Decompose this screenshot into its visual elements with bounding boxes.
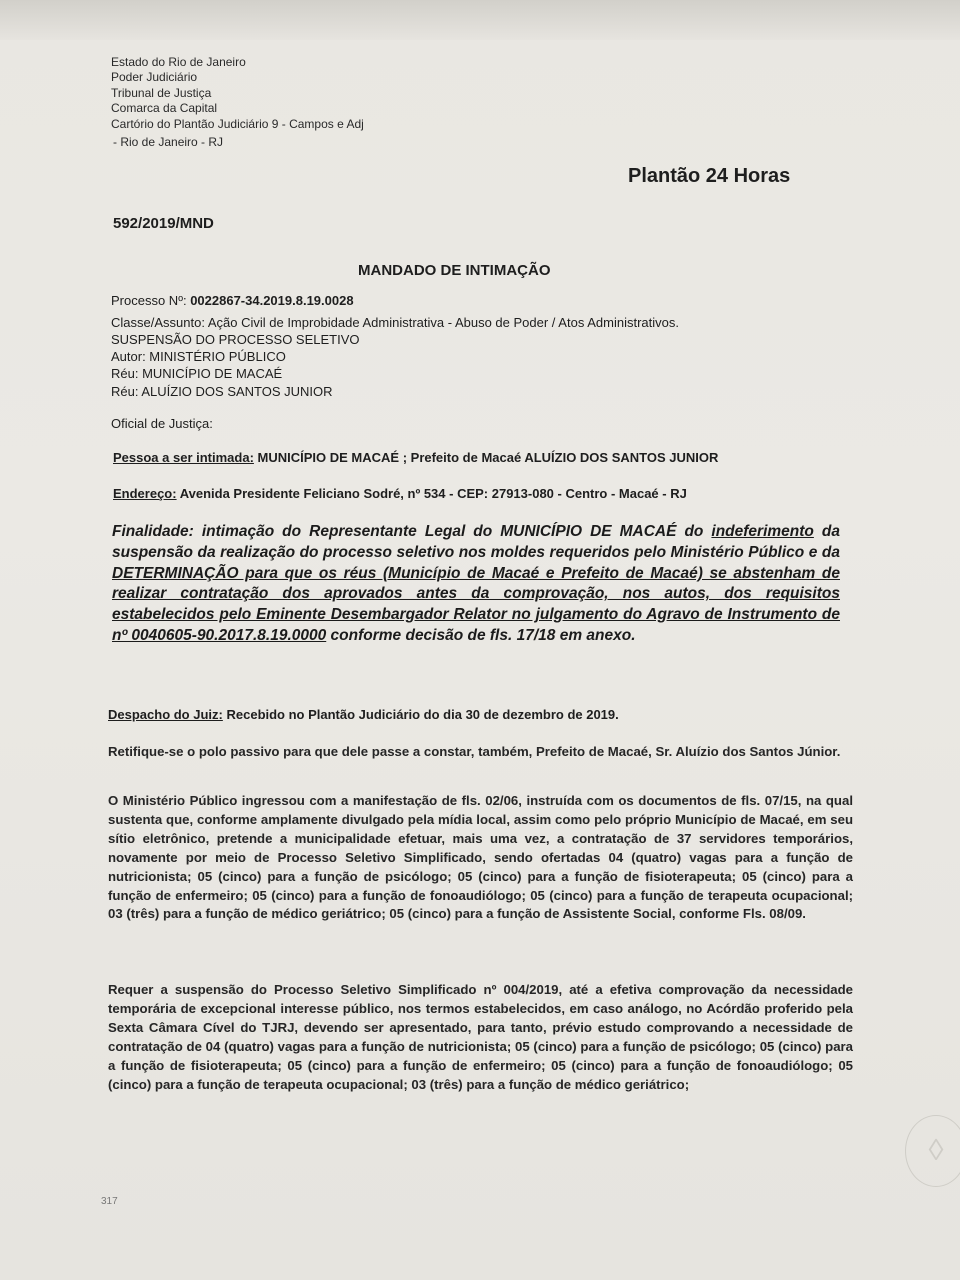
classe-label: Classe/Assunto:	[111, 315, 205, 330]
pessoa-line	[113, 450, 718, 465]
paragraph-ministerio-publico: O Ministério Público ingressou com a manifestação de fls. 02/06, instruída com os documentos de fls. 07/15, na qual sustenta que, conforme amplamente divulgado pela mídia local, assim como pelo próprio Município de Macaé, em seu sítio eletrônico, pretende a municipalidade efetuar, mais uma vez, a contratação de 37 servidores temporários, novamente por meio de Processo Seletivo Simplificado, sendo ofertadas 04 (quatro) vagas para a função de nutricionista; 05 (cinco) para a função de psicólogo; 05 (cinco) para a função de fisioterapeuta; 05 (cinco) para a função de enfermeiro; 05 (cinco) para a função de fonoaudiólogo; 05 (cinco) para a função de terapeuta ocupacional; 03 (três) para a função de médico geriátrico; 05 (cinco) para a função de Assistente Social, conforme Fls. 08/09.	[108, 793, 853, 922]
header-line-1: Estado do Rio de Janeiro	[111, 55, 246, 69]
paragraph-requer: Requer a suspensão do Processo Seletivo Simplificado nº 004/2019, até a efetiva comprovação da necessidade temporária de excepcional interesse público, nos termos estabelecidos, em caso análogo, no Acórdão proferido pela Sexta Câmara Cível do TJRJ, devendo ser apresentado, para tanto, prévio estudo comprovando a necessidade de contratação de 04 (quatro) vagas para a função de nutricionista; 05 (cinco) para a função de psicólogo; 05 (cinco) para a função de fisioterapeuta; 05 (cinco) para a função de enfermeiro; 05 (cinco) para a função de fonoaudiólogo; 05 (cinco) para a função de terapeuta ocupacional; 03 (três) para a função de médico geriátrico;	[108, 982, 853, 1092]
endereco-value: Avenida Presidente Feliciano Sodré, nº 534 - CEP: 27913-080 - Centro - Macaé - RJ	[179, 486, 687, 501]
endereco-label: Endereço:	[113, 486, 177, 501]
finalidade-text-1: Finalidade: intimação do Representante Legal do MUNICÍPIO DE MACAÉ do	[112, 523, 704, 540]
classe-continuation: SUSPENSÃO DO PROCESSO SELETIVO	[111, 332, 360, 347]
header-line-3: Tribunal de Justiça	[111, 86, 212, 100]
classe-value: Ação Civil de Improbidade Administrativa - Abuso de Poder / Atos Administrativos.	[207, 315, 679, 330]
endereco-line	[113, 486, 687, 501]
classe-line	[111, 314, 679, 331]
plantao-heading: Plantão 24 Horas	[628, 165, 791, 187]
reu-line-2: Réu: ALUÍZIO DOS SANTOS JUNIOR	[111, 384, 333, 399]
document-title: MANDADO DE INTIMAÇÃO	[358, 262, 551, 279]
despacho-label: Despacho do Juiz:	[108, 707, 223, 722]
despacho-line	[108, 707, 619, 722]
autor-line: Autor: MINISTÉRIO PÚBLICO	[111, 349, 286, 364]
finalidade-paragraph	[112, 522, 840, 647]
page-top-edge	[0, 0, 960, 40]
header-line-4: Comarca da Capital	[111, 101, 218, 115]
document-number: 592/2019/MND	[113, 215, 214, 232]
finalidade-text-3: conforme decisão de fls. 17/18 em anexo.	[330, 626, 636, 644]
finalidade-text-2: da suspensão da realização do processo seletivo nos moldes requeridos pelo Ministério Público e da	[112, 523, 840, 561]
header-line-2: Poder Judiciário	[111, 70, 198, 84]
processo-value: 0022867-34.2019.8.19.0028	[190, 293, 354, 308]
paragraph-retifique: Retifique-se o polo passivo para que dele passe a constar, também, Prefeito de Macaé, Sr. Aluízio dos Santos Júnior.	[108, 744, 841, 759]
finalidade-underlined-2: DETERMINAÇÃO para que os réus (Município de Macaé e Prefeito de Macaé) se abstenham de realizar contratação dos aprovados antes da comprovação, nos autos, dos requisitos estabelecidos pelo Eminente Desembargador Relator no julgamento do Agravo de Instrumento de nº 0040605-90.2017.8.19.0000	[112, 564, 840, 644]
pessoa-value: MUNICÍPIO DE MACAÉ ; Prefeito de Macaé ALUÍZIO DOS SANTOS JUNIOR	[257, 450, 719, 465]
despacho-value: Recebido no Plantão Judiciário do dia 30 de dezembro de 2019.	[226, 707, 619, 722]
page-number: 317	[101, 1196, 118, 1207]
processo-line	[111, 292, 354, 309]
processo-label: Processo Nº:	[111, 293, 187, 308]
oficial-label: Oficial de Justiça:	[111, 416, 213, 431]
reu-line-1: Réu: MUNICÍPIO DE MACAÉ	[111, 366, 283, 381]
pessoa-label: Pessoa a ser intimada:	[113, 450, 254, 465]
seal-stamp-icon: ◊	[905, 1115, 960, 1187]
header-line-5: Cartório do Plantão Judiciário 9 - Campos e Adj	[111, 117, 364, 131]
finalidade-underlined-1: indeferimento	[711, 523, 814, 540]
header-line-6: - Rio de Janeiro - RJ	[113, 135, 224, 149]
